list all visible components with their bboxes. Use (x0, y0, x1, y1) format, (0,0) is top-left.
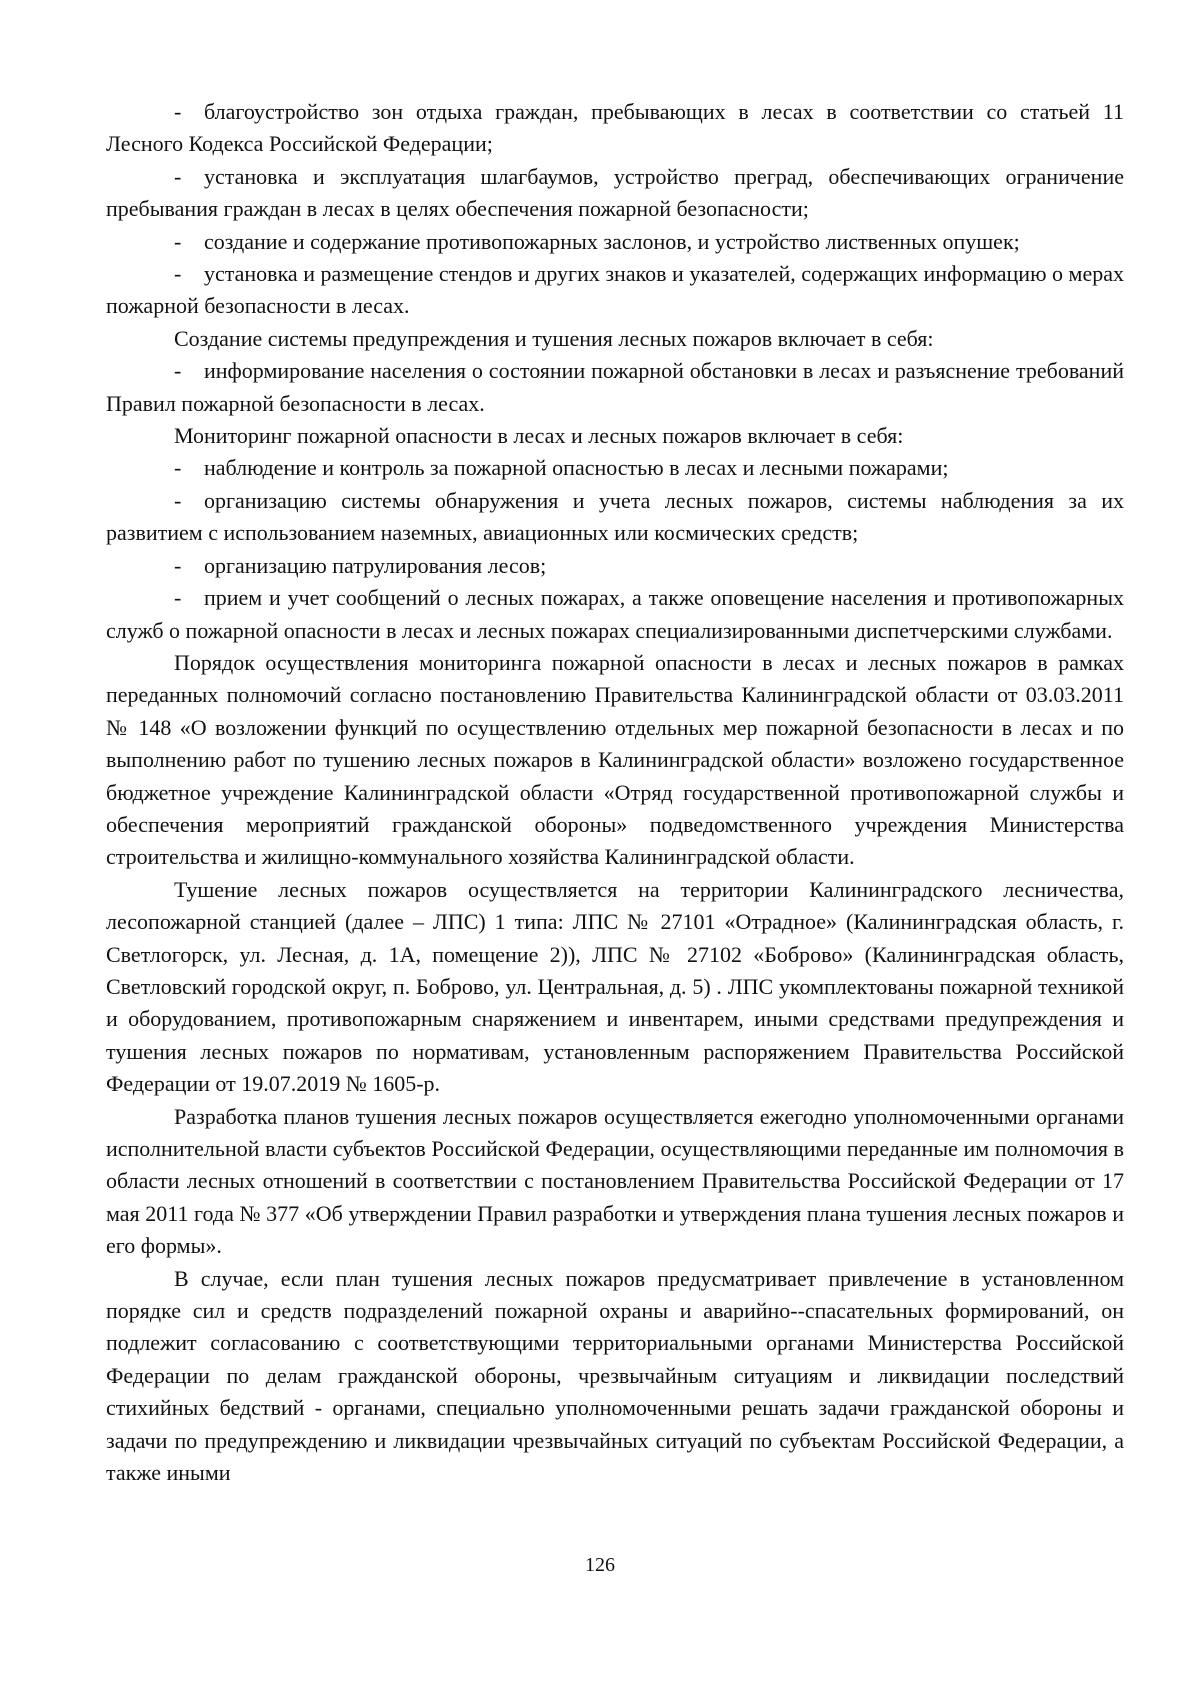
paragraph-text: прием и учет сообщений о лесных пожарах, а также оповещение населения и противопожарных служб о пожарной опасности в лесах и лесных пожарах специализированными диспетчерскими службами. (106, 585, 1124, 643)
list-item-reports (106, 582, 1124, 647)
paragraph-fire-plans (106, 1101, 1124, 1263)
paragraph-text: Создание системы предупреждения и тушения лесных пожаров включает в себя: (174, 325, 934, 351)
paragraph-text: информирование населения о состоянии пожарной обстановки в лесах и разъяснение требований Правил пожарной безопасности в лесах. (106, 358, 1124, 416)
paragraph-text: создание и содержание противопожарных заслонов, и устройство лиственных опушек; (204, 228, 1020, 254)
list-dash: - (174, 358, 182, 384)
list-dash: - (174, 487, 182, 513)
list-dash: - (174, 455, 182, 481)
paragraph-text: установка и эксплуатация шлагбаумов, устройство преград, обеспечивающих ограничение пребывания граждан в лесах в целях обеспечения пожарной безопасности; (106, 163, 1124, 222)
paragraph-monitoring (106, 420, 1124, 452)
paragraph-text: Разработка планов тушения лесных пожаров осуществляется ежегодно уполномоченными органами исполнительной власти субъектов Российской Федерации, осуществляющими переданные им полномочия в области лесных отношений в соответствии с постановлением Правительства Российской Федерации от 17 мая 2011 года № 377 «Об утверждении Правил разработки и утверждения плана тушения лесных пожаров и его формы». (106, 1103, 1124, 1259)
paragraph-text: В случае, если план тушения лесных пожаров предусматривает привлечение в установленном порядке сил и средств подразделений пожарной охраны и аварийно--спасательных формирований, он подлежит согласованию с соответствующими территориальными органами Министерства Российской Федерации по делам гражданской обороны, чрезвычайным ситуациям и ликвидации последствий стихийных бедствий - органами, специально уполномоченными решать задачи гражданской обороны и задачи по предупреждению и ликвидации чрезвычайных ситуаций по субъектам Российской Федерации, а также иными (106, 1265, 1124, 1486)
document-body (106, 96, 1124, 1489)
list-item-detection (106, 485, 1124, 550)
paragraph-text: Порядок осуществления мониторинга пожарной опасности в лесах и лесных пожаров в рамках переданных полномочий согласно постановлению Правительства Калининградской области от 03.03.2011 № 148 «О возложении функций по осуществлению отдельных мер пожарной безопасности в лесах и по выполнению работ по тушению лесных пожаров в Калининградской области» возложено государственное бюджетное учреждение Калининградской области «Отряд государственной противопожарной службы и обеспечения мероприятий гражданской обороны» подведомственного учреждения Министерства строительства и жилищно-коммунального хозяйства Калининградской области. (106, 649, 1124, 870)
list-dash: - (174, 552, 182, 578)
list-dash: - (174, 228, 182, 254)
paragraph-text: Тушение лесных пожаров осуществляется на территории Калининградского лесничества, лесопожарной станцией (далее – ЛПС) 1 типа: ЛПС № 27101 «Отрадное» (Калининградская область, г. Светлогорск, ул. Лесная, д. 1А, помещение 2)), ЛПС № 27102 «Боброво» (Калининградская область, Светловский городской округ, п. Боброво, ул. Центральная, д. 5) . ЛПС укомплектованы пожарной техникой и оборудованием, противопожарным снаряжением и инвентарем, иными средствами предупреждения и тушения лесных пожаров по нормативам, установленным распоряжением Правительства Российской Федерации от 19.07.2019 № 1605-р. (106, 876, 1124, 1097)
paragraph-text: установка и размещение стендов и других знаков и указателей, содержащих информацию о мерах пожарной безопасности в лесах. (106, 261, 1124, 319)
paragraph-text: организацию системы обнаружения и учета лесных пожаров, системы наблюдения за их развитием с использованием наземных, авиационных или космических средств; (106, 487, 1124, 546)
paragraph-prevention-system (106, 323, 1124, 355)
list-item-patrolling (106, 550, 1124, 582)
list-dash: - (174, 585, 182, 611)
paragraph-text: Мониторинг пожарной опасности в лесах и лесных пожаров включает в себя: (174, 423, 904, 449)
page-number: 126 (585, 1554, 615, 1576)
list-item-firebreaks (106, 226, 1124, 258)
list-item-barriers (106, 161, 1124, 226)
list-dash: - (174, 163, 182, 189)
paragraph-monitoring-procedure (106, 647, 1124, 874)
list-item-stands (106, 258, 1124, 323)
paragraph-text: наблюдение и контроль за пожарной опасностью в лесах и лесными пожарами; (204, 455, 949, 481)
paragraph-plan-approval (106, 1263, 1124, 1490)
list-dash: - (174, 261, 182, 287)
paragraph-text: благоустройство зон отдыха граждан, пребывающих в лесах в соответствии со статьей 11 Лесного Кодекса Российской Федерации; (106, 99, 1124, 157)
paragraph-text: организацию патрулирования лесов; (204, 552, 547, 578)
list-item-informing (106, 355, 1124, 420)
list-item-recreation-zones (106, 96, 1124, 161)
list-item-observation (106, 452, 1124, 484)
paragraph-fire-stations (106, 874, 1124, 1101)
list-dash: - (174, 99, 182, 124)
